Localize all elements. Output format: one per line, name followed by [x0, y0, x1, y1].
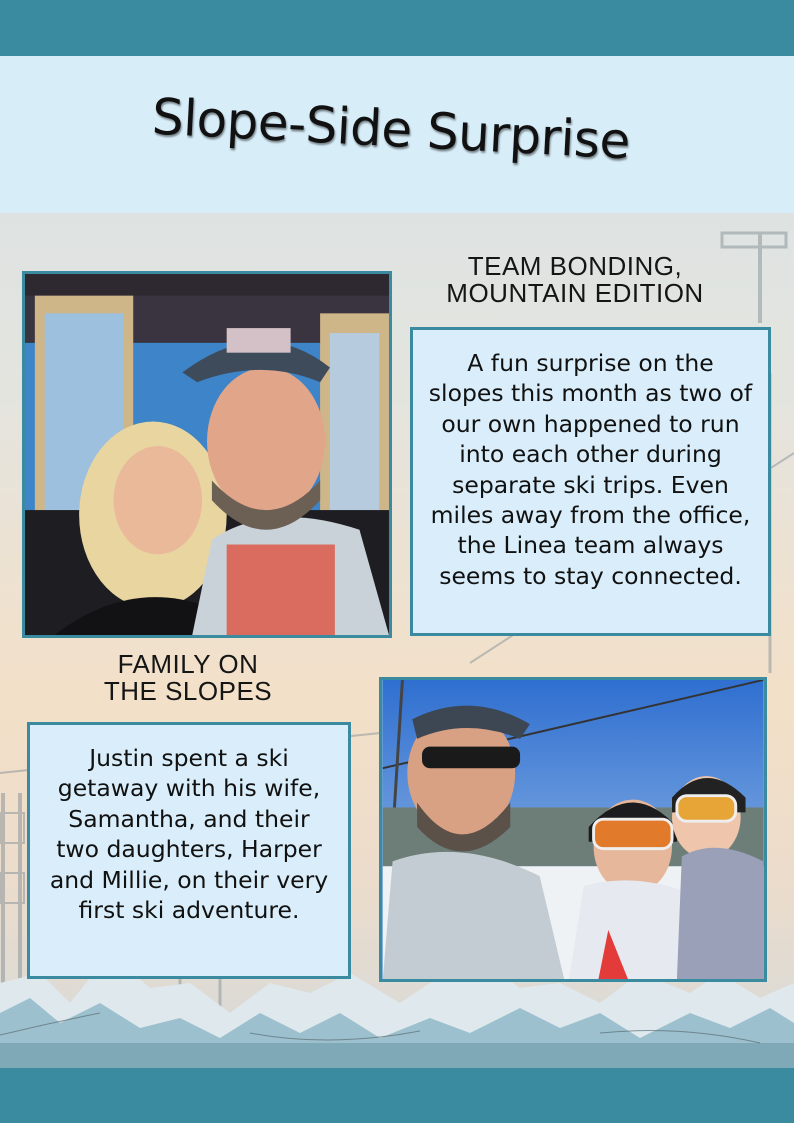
- heading-line: THE SLOPES: [103, 676, 273, 706]
- team-bonding-text: A fun surprise on the slopes this month as two of our own happened to run into each other during separate ski trips. Even miles away from the office, the Linea team always seems to stay connected.: [410, 327, 771, 636]
- heading-line: FAMILY ON: [117, 649, 259, 679]
- photo-family-lift: [379, 677, 767, 982]
- photo-team-selfie: [22, 271, 392, 638]
- family-heading: [40, 651, 336, 705]
- family-text: Justin spent a ski getaway with his wife, Samantha, and their two daughters, Harper and Millie, on their very first ski adventure.: [27, 722, 351, 979]
- page-title: Slope-Side Surprise: [150, 87, 632, 171]
- heading-line: TEAM BONDING,: [467, 251, 683, 281]
- top-band: [0, 0, 794, 56]
- bottom-band: [0, 1068, 794, 1123]
- heading-line: MOUNTAIN EDITION: [446, 278, 704, 308]
- team-bonding-heading: [400, 253, 750, 307]
